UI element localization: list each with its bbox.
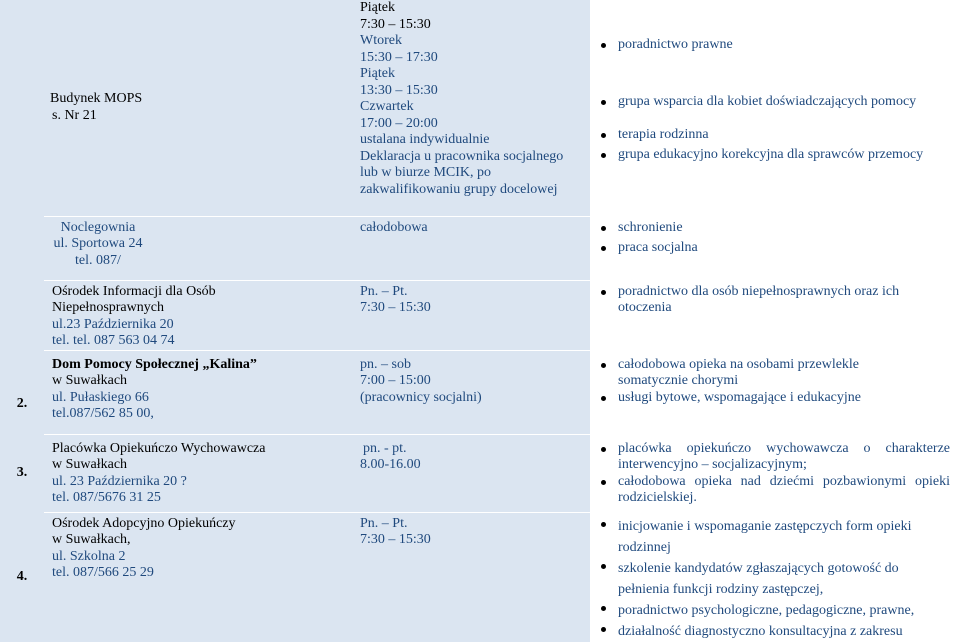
list-item: terapia rodzinna [600, 127, 950, 144]
services-cell [590, 434, 960, 512]
hours-line: pn. – sob [360, 356, 411, 372]
table-row [0, 280, 960, 350]
list-item: poradnictwo psychologiczne, pedagogiczne, prawne, [600, 600, 950, 621]
institution-cell [44, 434, 346, 512]
institution-address: ul. 23 Października 20 ? [52, 473, 187, 489]
services-cell [590, 280, 960, 350]
hours-line: ustalana indywidualnie [360, 132, 490, 147]
hours-line: (pracownicy socjalni) [360, 389, 482, 405]
institution-phone: tel. 087/566 25 29 [52, 565, 154, 580]
table-row [0, 0, 960, 216]
services-cell [590, 512, 960, 642]
list-item: poradnictwo prawne [600, 37, 950, 54]
hours-line: lub w biurze MCIK, po [360, 165, 492, 180]
services-list [600, 516, 950, 642]
list-item: grupa wsparcia dla kobiet doświadczających pomocy [600, 94, 950, 111]
hours-line: 7:30 – 15:30 [360, 532, 431, 547]
institution-address: ul. Pułaskiego 66 [52, 389, 149, 405]
institution-phone: tel. 087/5676 31 25 [52, 490, 161, 505]
hours-line: Wtorek [360, 33, 402, 48]
institution-cell [44, 350, 346, 434]
institution-cell [44, 216, 346, 280]
institution-city: w Suwałkach [52, 373, 128, 388]
list-item: całodobowa opieka na osobami przewlekle somatycznie chorymi [600, 357, 950, 390]
table-row [0, 512, 960, 642]
hours-line: Deklaracja u pracownika socjalnego [360, 148, 564, 164]
institution-address: ul. Sportowa 24 [53, 236, 143, 251]
hours-line: 7:00 – 15:00 [360, 373, 431, 388]
institution-name: Placówka Opiekuńczo Wychowawcza [52, 440, 266, 456]
hours-cell [346, 434, 590, 512]
table-row [0, 350, 960, 434]
institution-city: w Suwałkach [52, 457, 128, 472]
hours-line: 13:30 – 15:30 [360, 82, 438, 98]
hours-cell [346, 216, 590, 280]
list-item: inicjowanie i wspomaganie zastępczych form opieki rodzinnej [600, 516, 950, 558]
institution-name: Ośrodek Informacji dla Osób [52, 283, 216, 299]
services-cell [590, 216, 960, 280]
services-list [600, 441, 950, 507]
institution-cell [44, 512, 346, 642]
hours-line: Piątek [360, 0, 395, 15]
services-list [600, 357, 950, 407]
institution-cell [44, 0, 346, 216]
row-number-text: 3. [16, 464, 28, 480]
institution-address: ul. Szkolna 2 [52, 548, 126, 564]
institution-name: Budynek MOPS [50, 91, 143, 107]
institution-phone: tel. tel. 087 563 04 74 [52, 333, 175, 348]
institution-cell [44, 280, 346, 350]
institution-name: Ośrodek Adopcyjno Opiekuńczy [52, 515, 236, 531]
services-cell [590, 350, 960, 434]
row-number-text: 4. [16, 568, 28, 584]
institution-name: Noclegownia [60, 219, 136, 235]
list-item: grupa edukacyjno korekcyjna dla sprawców przemocy [600, 147, 950, 164]
row-number-text: 2. [16, 395, 28, 411]
hours-line: pn. - pt. [363, 440, 407, 456]
institution-name-cont: Niepełnosprawnych [52, 300, 164, 315]
institution-address: s. Nr 21 [52, 107, 97, 123]
hours-cell [346, 350, 590, 434]
list-item: schronienie [600, 220, 950, 237]
hours-line: Piątek [360, 66, 395, 81]
hours-line: Pn. – Pt. [360, 515, 408, 531]
hours-line: 8.00-16.00 [360, 457, 421, 472]
services-list [600, 37, 950, 163]
hours-line: Czwartek [360, 99, 414, 114]
hours-cell [346, 0, 590, 216]
hours-cell [346, 280, 590, 350]
institution-name: Dom Pomocy Społecznej „Kalina” [52, 356, 257, 372]
services-list [600, 284, 950, 317]
hours-cell [346, 512, 590, 642]
list-item: działalność diagnostyczno konsultacyjna z zakresu [600, 621, 950, 642]
list-item: usługi bytowe, wspomagające i edukacyjne [600, 390, 950, 407]
institution-address: ul.23 Października 20 [52, 316, 174, 332]
row-number [0, 0, 44, 434]
institution-city: w Suwałkach, [52, 532, 131, 547]
hours-line: 15:30 – 17:30 [360, 49, 438, 65]
institution-phone: tel.087/562 85 00, [52, 406, 154, 421]
row-number [0, 512, 44, 642]
hours-line: całodobowa [360, 219, 428, 235]
list-item: całodobowa opieka nad dziećmi pozbawionymi opieki rodzicielskiej. [600, 474, 950, 507]
table-row [0, 434, 960, 512]
hours-line: zakwalifikowaniu grupy docelowej [360, 181, 558, 197]
hours-line: Pn. – Pt. [360, 283, 408, 299]
list-item: placówka opiekuńczo wychowawcza o charakterze interwencyjno – socjalizacyjnym; [600, 441, 950, 474]
hours-line: 7:30 – 15:30 [360, 16, 431, 32]
row-number [0, 434, 44, 512]
list-item: szkolenie kandydatów zgłaszających gotowość do pełnienia funkcji rodziny zastępczej, [600, 558, 950, 600]
hours-line: 7:30 – 15:30 [360, 300, 431, 315]
institution-phone: tel. 087/ [75, 252, 121, 268]
hours-line: 17:00 – 20:00 [360, 115, 438, 131]
services-cell [590, 0, 960, 216]
list-item: praca socjalna [600, 240, 950, 257]
services-list [600, 220, 950, 257]
list-item: poradnictwo dla osób niepełnosprawnych oraz ich otoczenia [600, 284, 950, 317]
table-row [0, 216, 960, 280]
